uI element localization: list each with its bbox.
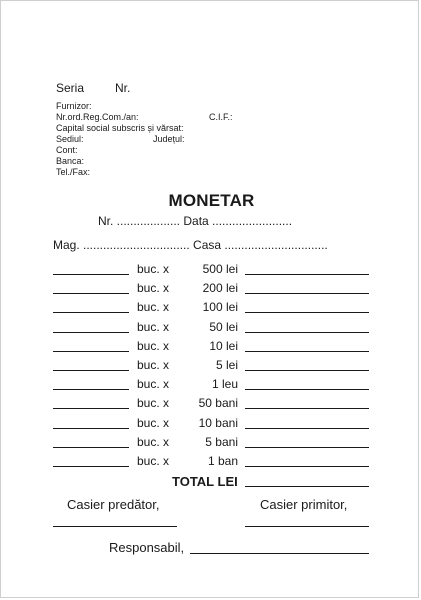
denomination-row (1, 435, 421, 453)
nr-ord-reg-label: Nr.ord.Reg.Com./an: (56, 112, 139, 122)
quantity-field[interactable] (53, 389, 129, 390)
nr-label: Nr. (115, 81, 131, 95)
cif-label: C.I.F.: (209, 112, 233, 122)
denomination-row (1, 454, 421, 472)
mag-casa-line: Mag. ................................ Casa ............................... (53, 238, 328, 252)
quantity-field[interactable] (53, 351, 129, 352)
nr-data-line: Nr. ................... Data ........................ (98, 214, 293, 228)
denomination-label: 5 bani (205, 434, 238, 449)
amount-field[interactable] (245, 408, 369, 409)
amount-field[interactable] (245, 428, 369, 429)
denomination-row (1, 300, 421, 318)
denomination-label: 50 lei (209, 319, 238, 334)
denomination-row (1, 262, 421, 280)
amount-field[interactable] (245, 389, 369, 390)
quantity-field[interactable] (53, 428, 129, 429)
amount-field[interactable] (245, 312, 369, 313)
denomination-label: 500 lei (202, 262, 238, 276)
responsabil-signature-line[interactable] (190, 553, 369, 554)
responsabil-label: Responsabil, (109, 540, 185, 555)
amount-field[interactable] (245, 466, 369, 467)
quantity-field[interactable] (53, 293, 129, 294)
buc-label: buc. x (137, 319, 170, 334)
denomination-label: 5 lei (215, 358, 238, 372)
quantity-field[interactable] (53, 332, 129, 333)
casier-primitor-label: Casier primitor, (260, 497, 348, 512)
casier-predator-label: Casier predător, (67, 497, 160, 512)
amount-field[interactable] (245, 447, 369, 448)
denomination-row (1, 377, 421, 395)
amount-field[interactable] (245, 351, 369, 352)
buc-label: buc. x (137, 415, 170, 430)
quantity-field[interactable] (53, 274, 129, 275)
furnizor-label: Furnizor: (56, 101, 92, 111)
denomination-row (1, 320, 421, 338)
sediul-label: Sediul: (56, 134, 84, 144)
buc-label: buc. x (137, 281, 170, 296)
quantity-field[interactable] (53, 370, 129, 371)
denomination-row (1, 416, 421, 434)
total-label: TOTAL LEI (172, 474, 238, 489)
cont-label: Cont: (56, 145, 78, 155)
casier-primitor-signature-line[interactable] (245, 526, 369, 527)
denomination-row (1, 339, 421, 357)
amount-field[interactable] (245, 274, 369, 275)
denomination-label: 10 bani (198, 415, 238, 430)
denomination-label: 50 bani (198, 396, 238, 411)
casier-predator-signature-line[interactable] (53, 526, 177, 527)
amount-field[interactable] (245, 370, 369, 371)
buc-label: buc. x (137, 262, 170, 276)
capital-label: Capital social subscris și vărsat: (56, 123, 184, 133)
denomination-row (1, 396, 421, 414)
form-title: MONETAR (168, 191, 255, 210)
denomination-row (1, 281, 421, 299)
buc-label: buc. x (137, 454, 170, 468)
denomination-label: 10 lei (209, 338, 238, 353)
denomination-label: 200 lei (202, 281, 238, 296)
banca-label: Banca: (56, 156, 85, 166)
denomination-label: 1 ban (207, 454, 238, 468)
denomination-label: 1 leu (211, 377, 238, 392)
buc-label: buc. x (137, 434, 170, 449)
amount-field[interactable] (245, 332, 369, 333)
denomination-row (1, 358, 421, 376)
denomination-label: 100 lei (202, 300, 238, 315)
buc-label: buc. x (137, 338, 170, 353)
quantity-field[interactable] (53, 408, 129, 409)
judetul-label: Județul: (153, 134, 185, 144)
quantity-field[interactable] (53, 466, 129, 467)
seria-label: Seria (56, 81, 85, 95)
buc-label: buc. x (137, 396, 170, 411)
tel-fax-label: Tel./Fax: (56, 167, 91, 177)
quantity-field[interactable] (53, 312, 129, 313)
buc-label: buc. x (137, 358, 170, 372)
amount-field[interactable] (245, 293, 369, 294)
total-field[interactable] (245, 486, 369, 487)
buc-label: buc. x (137, 377, 170, 392)
quantity-field[interactable] (53, 447, 129, 448)
buc-label: buc. x (137, 300, 170, 315)
